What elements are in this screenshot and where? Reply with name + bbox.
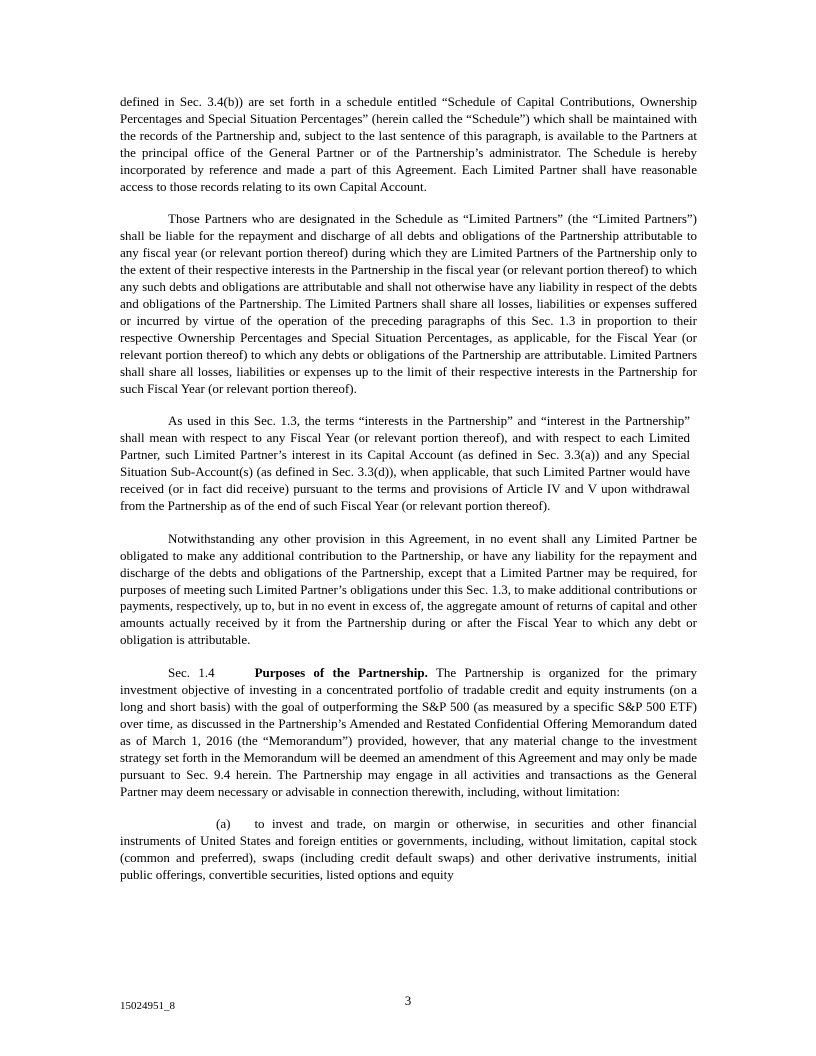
page-number: 3 (404, 993, 412, 1008)
paragraph-no-additional-contribution: Notwithstanding any other provision in this Agreement, in no event shall any Limited Partner be obligated to make any additional contribution to the Partnership, or have any liability for the repayment and discharge of the debts and obligations of the Partnership, except that a Limited Partner may be required, for purposes of meeting such Limited Partner’s obligations under this Sec. 1.3, to make additional contributions or payments, respectively, up to, but in no event in excess of, the aggregate amount of returns of capital and other amounts actually received by it from the Partnership during or after the Fiscal Year to which any debt or obligation is attributable. (120, 530, 697, 648)
document-id: 15024951_8 (120, 1000, 175, 1012)
paragraph-schedule: defined in Sec. 3.4(b)) are set forth in a schedule entitled “Schedule of Capital Contributions, Ownership Percentages and Special Situation Percentages” (herein called the “Schedule”) which shall be maintained with the records of the Partnership and, subject to the last sentence of this paragraph, is available to the Partners at the principal office of the General Partner or of the Partnership’s administrator. The Schedule is hereby incorporated by reference and made a part of this Agreement. Each Limited Partner shall have reasonable access to those records relating to its own Capital Account. (120, 94, 697, 194)
document-body (120, 94, 697, 900)
subsection-label: (a) (216, 816, 231, 832)
subsection-a-text: to invest and trade, on margin or otherwise, in securities and other financial instruments of United States and foreign entities or governments, including, without limitation, capital stock (common and preferred), swaps (including credit default swaps) and other derivative instruments, initial public offerings, convertible securities, listed options and equity (120, 816, 697, 883)
paragraph-subsection-a (120, 816, 697, 884)
paragraph-limited-partners-liability: Those Partners who are designated in the Schedule as “Limited Partners” (the “Limited Partners”) shall be liable for the repayment and discharge of all debts and obligations of the Partnership attributable to any fiscal year (or relevant portion thereof) during which they are Limited Partners of the Partnership only to the extent of their respective interests in the Partnership in the fiscal year (or relevant portion thereof) to which any such debts and obligations are attributable and shall not otherwise have any liability in respect of the debts and obligations of the Partnership. The Limited Partners shall share all losses, liabilities or expenses suffered or incurred by virtue of the operation of the preceding paragraphs of this Sec. 1.3 in proportion to their respective Ownership Percentages and Special Situation Percentages, as applicable, for the Fiscal Year (or relevant portion thereof) to which any debts or obligations of the Partnership are attributable. Limited Partners shall share all losses, liabilities or expenses up to the limit of their respective interests in the Partnership for such Fiscal Year (or relevant portion thereof). (120, 211, 697, 396)
paragraph-interests-definition: As used in this Sec. 1.3, the terms “interests in the Partnership” and “interest in the Partnership” shall mean with respect to any Fiscal Year (or relevant portion thereof), and with respect to each Limited Partner, such Limited Partner’s interest in its Capital Account (as defined in Sec. 3.3(a)) and any Special Situation Sub-Account(s) (as defined in Sec. 3.3(d)), when applicable, that such Limited Partner would have received (or in fact did receive) pursuant to the terms and provisions of Article IV and V upon withdrawal from the Partnership as of the end of such Fiscal Year (or relevant portion thereof). (120, 413, 690, 513)
section-purposes-text: The Partnership is organized for the primary investment objective of investing in a concentrated portfolio of tradable credit and equity instruments (on a long and short basis) with the goal of outperforming the S&P 500 (as measured by a specific S&P 500 ETF) over time, as discussed in the Partnership’s Amended and Restated Confidential Offering Memorandum dated as of March 1, 2016 (the “Memorandum”) provided, however, that any material change to the investment strategy set forth in the Memorandum will be deemed an amendment of this Agreement and may only be made pursuant to Sec. 9.4 herein. The Partnership may engage in all activities and transactions as the General Partner may deem necessary or advisable in connection therewith, including, without limitation: (120, 665, 697, 799)
section-purposes (120, 665, 697, 800)
section-number: Sec. 1.4 (168, 665, 215, 681)
section-heading: Purposes of the Partnership. (254, 665, 428, 681)
